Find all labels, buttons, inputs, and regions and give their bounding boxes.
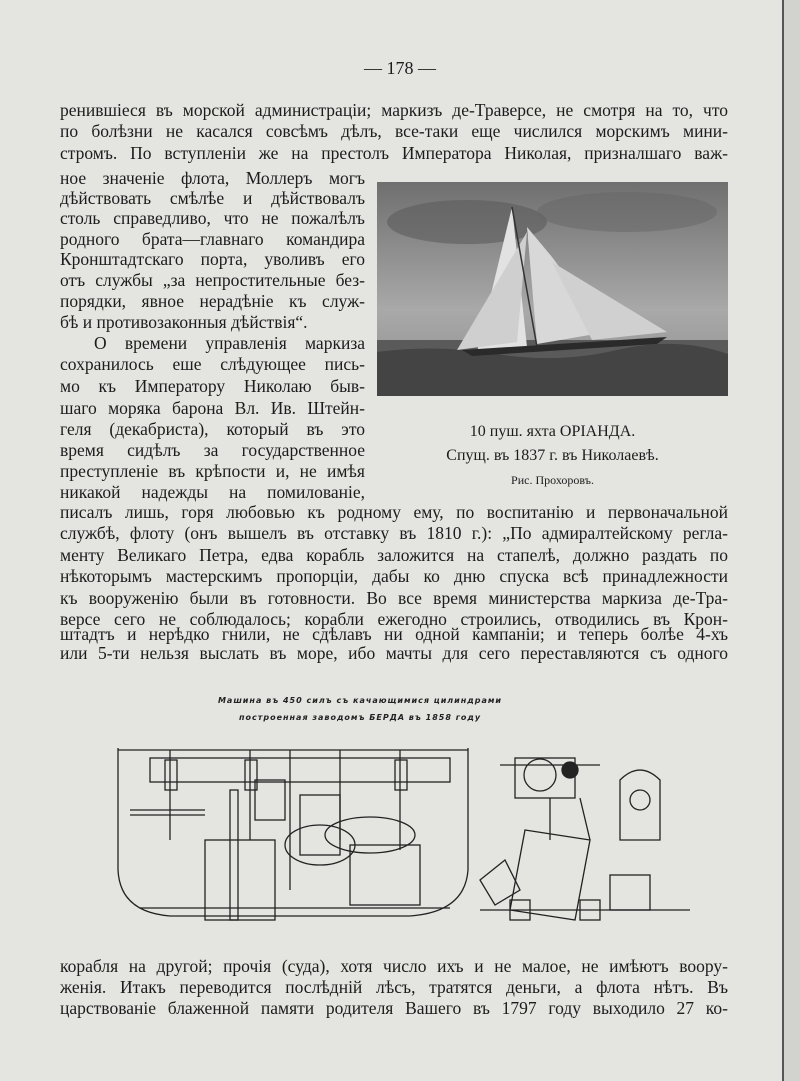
text-line: дѣйствовать смѣлѣе и дѣйствовалъ	[60, 188, 365, 208]
text-line: шаго моряка барона Вл. Ив. Штейн-	[60, 398, 365, 418]
text-line: царствованіе блаженной памяти родителя Вашего въ 1797 году выходило 27 ко-	[60, 998, 728, 1018]
page-number: — 178 —	[364, 58, 436, 78]
text-line: ренившіеся въ морской администраціи; маркизъ де-Траверсе, не смотря на то, что	[60, 100, 728, 120]
text-line: корабля на другой; прочія (суда), хотя число ихъ и не малое, не имѣютъ воору-	[60, 956, 728, 976]
text-line: ное значеніе флота, Моллеръ могъ	[60, 168, 365, 188]
text-line: родного брата—главнаго командира	[60, 229, 365, 249]
yacht-caption: 10 пуш. яхта ОРІАНДА.	[469, 423, 636, 440]
text-line: О времени управленія маркиза	[94, 333, 365, 353]
text-line: штадтъ и нерѣдко гнили, не сдѣлавъ ни одной кампаніи; и теперь болѣе 4-хъ	[60, 624, 728, 644]
text-line: преступленіе въ крѣпости и, не имѣя	[60, 461, 365, 481]
text-line: сохранилось еше слѣдующее пись-	[60, 354, 365, 374]
yacht-caption-date: Спущ. въ 1837 г. въ Николаевѣ.	[446, 447, 659, 464]
text-line: бѣ и противозаконныя дѣйствія“.	[60, 312, 308, 332]
text-line: мо къ Императору Николаю быв-	[60, 376, 365, 396]
text-line: время сидѣлъ за государственное	[60, 440, 365, 460]
text-line: версе сего не соблюдалось; корабли ежегодно строились, отводились въ Крон-	[60, 609, 728, 629]
text-line: никакой надежды на помилованіе,	[60, 482, 365, 502]
text-line: по болѣзни не касался совсѣмъ дѣлъ, все-таки еще числился морскимъ мини-	[60, 121, 728, 141]
engine-figure-subtitle: построенная заводомъ БЕРДА въ 1858 году	[238, 713, 482, 722]
text-line: писалъ лишь, горя любовью къ родному ему, по воспитанію и первоначальной	[60, 502, 728, 522]
text-line: геля (декабриста), который въ это	[60, 419, 365, 439]
text-line: нѣкоторымъ мастерскимъ пропорціи, дабы ко дню спуска всѣ принадлежности	[60, 566, 728, 586]
yacht-illustration	[377, 182, 728, 396]
text-line: стромъ. По вступленіи же на престолъ Императора Николая, призналшаго важ-	[60, 143, 728, 163]
text-line: менту Великаго Петра, едва корабль заложится на стапелѣ, должно раздать по	[60, 545, 728, 565]
page-margin	[784, 0, 800, 1081]
engine-figure-title: Машина въ 450 силъ съ качающимися цилиндрами	[217, 696, 503, 705]
text-line: службѣ, флоту (онъ вышелъ въ отставку въ 1810 г.): „По адмиралтейскому регла-	[60, 523, 728, 543]
yacht-credit: Рис. Прохоровъ.	[511, 473, 594, 487]
text-line: или 5-ти нельзя выслать въ море, ибо мачты для сего переставляются съ одного	[60, 643, 728, 663]
text-line: къ вооруженію были въ готовности. Во все время министерства маркиза де-Тра-	[60, 588, 728, 608]
text-line: отъ службы „за непростительные без-	[60, 270, 365, 290]
text-line: женія. Итакъ переводится послѣдній лѣсъ, тратятся деньги, а флота нѣтъ. Въ	[60, 977, 728, 997]
text-line: порядки, явное нерадѣніе къ служ-	[60, 291, 365, 311]
text-line: столь справедливо, что не пожалѣлъ	[60, 208, 365, 228]
engine-drawing	[110, 690, 710, 930]
page-edge	[782, 0, 784, 1081]
text-line: Кронштадтскаго порта, уволивъ его	[60, 249, 365, 269]
